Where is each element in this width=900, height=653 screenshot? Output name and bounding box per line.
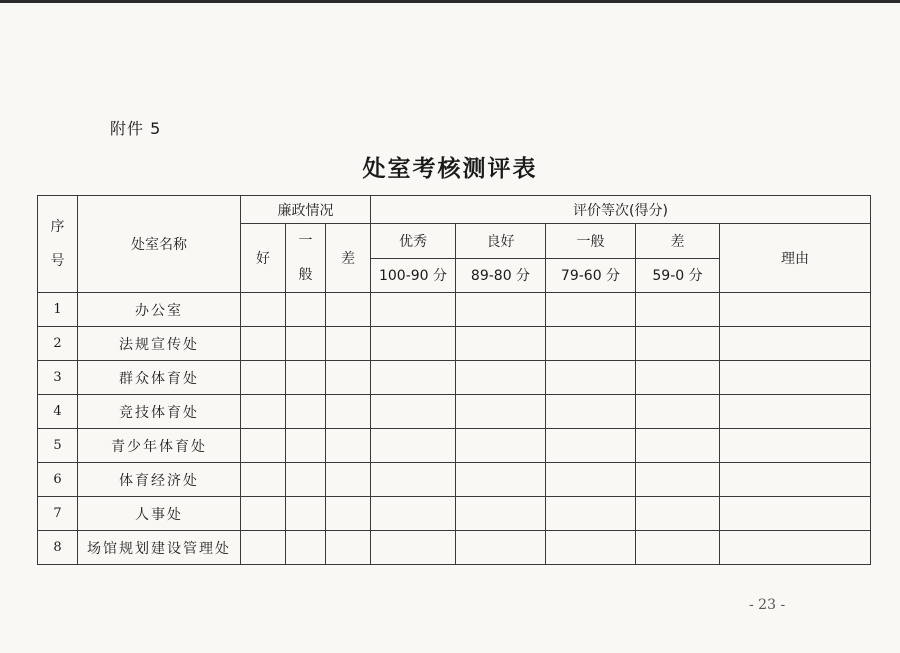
cell-integrity-good[interactable] <box>241 463 286 497</box>
table-row <box>38 395 871 429</box>
row-dept-name: 群众体育处 <box>78 361 241 395</box>
header-seq <box>38 196 78 293</box>
cell-grade-good[interactable] <box>456 327 546 361</box>
header-reason: 理由 <box>720 224 871 293</box>
cell-integrity-good[interactable] <box>241 293 286 327</box>
table-row <box>38 531 871 565</box>
cell-grade-good[interactable] <box>456 395 546 429</box>
header-seq-top: 序 <box>50 219 65 235</box>
cell-grade-excellent[interactable] <box>371 463 456 497</box>
cell-grade-fair[interactable] <box>546 327 636 361</box>
row-dept-name: 场馆规划建设管理处 <box>78 531 241 565</box>
cell-grade-poor[interactable] <box>636 429 720 463</box>
header-range-fair: 79-60 分 <box>546 258 636 293</box>
row-dept-name: 办公室 <box>78 293 241 327</box>
cell-grade-poor[interactable] <box>636 361 720 395</box>
cell-grade-excellent[interactable] <box>371 293 456 327</box>
header-range-good: 89-80 分 <box>456 258 546 293</box>
cell-integrity-fair[interactable] <box>286 361 326 395</box>
cell-integrity-good[interactable] <box>241 361 286 395</box>
cell-grade-fair[interactable] <box>546 293 636 327</box>
attachment-label: 附件 5 <box>110 119 162 138</box>
table-row <box>38 293 871 327</box>
header-grade-good: 良好 <box>456 224 546 259</box>
page-title: 处室考核测评表 <box>362 155 538 182</box>
cell-reason[interactable] <box>720 361 871 395</box>
cell-integrity-poor[interactable] <box>326 463 371 497</box>
cell-grade-fair[interactable] <box>546 429 636 463</box>
cell-grade-poor[interactable] <box>636 531 720 565</box>
cell-grade-fair[interactable] <box>546 395 636 429</box>
cell-grade-excellent[interactable] <box>371 531 456 565</box>
row-dept-name: 体育经济处 <box>78 463 241 497</box>
top-border-line <box>0 0 900 3</box>
evaluation-table <box>37 195 871 565</box>
cell-reason[interactable] <box>720 463 871 497</box>
cell-integrity-good[interactable] <box>241 395 286 429</box>
cell-integrity-fair[interactable] <box>286 327 326 361</box>
row-index: 1 <box>38 293 78 327</box>
cell-grade-fair[interactable] <box>546 497 636 531</box>
cell-grade-fair[interactable] <box>546 463 636 497</box>
header-evaluation: 评价等次(得分) <box>371 196 871 224</box>
cell-reason[interactable] <box>720 327 871 361</box>
cell-integrity-fair[interactable] <box>286 429 326 463</box>
header-integrity-fair <box>286 224 326 293</box>
header-range-excellent: 100-90 分 <box>371 258 456 293</box>
row-index: 6 <box>38 463 78 497</box>
header-integrity: 廉政情况 <box>241 196 371 224</box>
table-row <box>38 327 871 361</box>
cell-integrity-good[interactable] <box>241 531 286 565</box>
cell-reason[interactable] <box>720 395 871 429</box>
table-row <box>38 361 871 395</box>
cell-integrity-fair[interactable] <box>286 531 326 565</box>
cell-integrity-good[interactable] <box>241 497 286 531</box>
table-row <box>38 463 871 497</box>
cell-integrity-poor[interactable] <box>326 497 371 531</box>
row-index: 4 <box>38 395 78 429</box>
cell-integrity-poor[interactable] <box>326 327 371 361</box>
row-index: 2 <box>38 327 78 361</box>
cell-grade-good[interactable] <box>456 429 546 463</box>
header-integrity-fair-top: 一 <box>298 233 313 249</box>
table-row <box>38 429 871 463</box>
header-integrity-poor: 差 <box>326 224 371 293</box>
cell-integrity-fair[interactable] <box>286 463 326 497</box>
cell-integrity-poor[interactable] <box>326 395 371 429</box>
table-row <box>38 497 871 531</box>
cell-integrity-fair[interactable] <box>286 497 326 531</box>
cell-grade-excellent[interactable] <box>371 395 456 429</box>
header-seq-bottom: 号 <box>50 253 65 269</box>
cell-reason[interactable] <box>720 531 871 565</box>
cell-grade-good[interactable] <box>456 293 546 327</box>
row-dept-name: 青少年体育处 <box>78 429 241 463</box>
row-index: 5 <box>38 429 78 463</box>
cell-integrity-poor[interactable] <box>326 361 371 395</box>
header-integrity-good: 好 <box>241 224 286 293</box>
cell-grade-excellent[interactable] <box>371 497 456 531</box>
cell-integrity-good[interactable] <box>241 327 286 361</box>
cell-integrity-good[interactable] <box>241 429 286 463</box>
cell-grade-good[interactable] <box>456 463 546 497</box>
row-index: 8 <box>38 531 78 565</box>
cell-grade-excellent[interactable] <box>371 429 456 463</box>
header-grade-poor: 差 <box>636 224 720 259</box>
row-dept-name: 法规宣传处 <box>78 327 241 361</box>
cell-integrity-poor[interactable] <box>326 531 371 565</box>
cell-grade-poor[interactable] <box>636 497 720 531</box>
cell-grade-poor[interactable] <box>636 463 720 497</box>
cell-integrity-poor[interactable] <box>326 429 371 463</box>
cell-grade-excellent[interactable] <box>371 327 456 361</box>
header-integrity-fair-bottom: 般 <box>298 267 313 283</box>
page-number: - 23 - <box>749 597 786 613</box>
header-grade-fair: 一般 <box>546 224 636 259</box>
cell-reason[interactable] <box>720 429 871 463</box>
cell-grade-poor[interactable] <box>636 395 720 429</box>
row-index: 3 <box>38 361 78 395</box>
cell-grade-fair[interactable] <box>546 361 636 395</box>
cell-integrity-poor[interactable] <box>326 293 371 327</box>
cell-integrity-fair[interactable] <box>286 293 326 327</box>
header-grade-excellent: 优秀 <box>371 224 456 259</box>
cell-grade-poor[interactable] <box>636 293 720 327</box>
cell-grade-good[interactable] <box>456 497 546 531</box>
cell-grade-poor[interactable] <box>636 327 720 361</box>
cell-grade-excellent[interactable] <box>371 361 456 395</box>
cell-grade-fair[interactable] <box>546 531 636 565</box>
row-dept-name: 人事处 <box>78 497 241 531</box>
row-dept-name: 竞技体育处 <box>78 395 241 429</box>
cell-grade-good[interactable] <box>456 361 546 395</box>
cell-grade-good[interactable] <box>456 531 546 565</box>
row-index: 7 <box>38 497 78 531</box>
cell-reason[interactable] <box>720 293 871 327</box>
header-range-poor: 59-0 分 <box>636 258 720 293</box>
cell-reason[interactable] <box>720 497 871 531</box>
header-dept-name: 处室名称 <box>78 196 241 293</box>
cell-integrity-fair[interactable] <box>286 395 326 429</box>
